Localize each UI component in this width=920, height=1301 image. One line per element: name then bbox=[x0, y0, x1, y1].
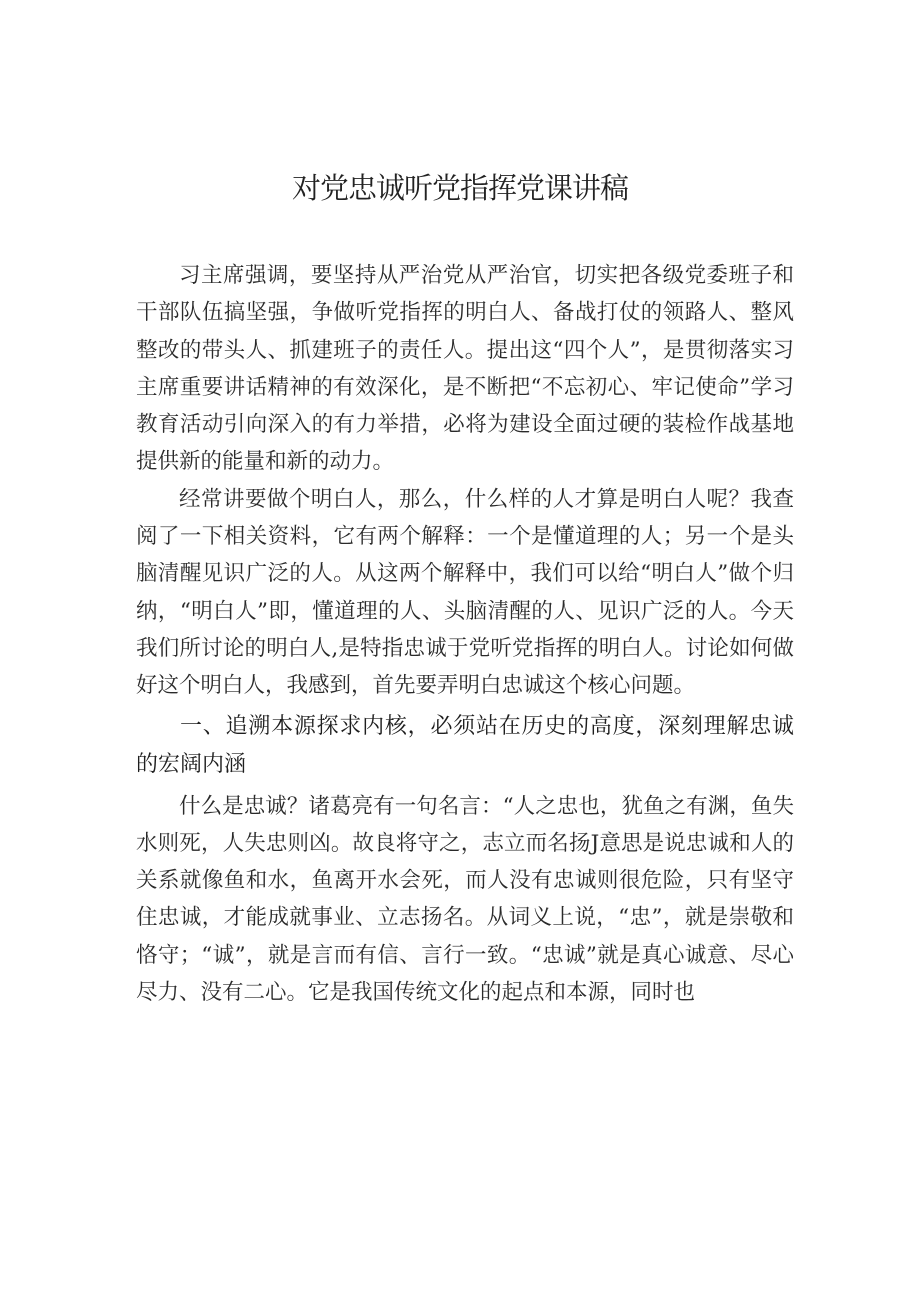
section-heading-1: 一、追溯本源探求内核，必须站在历史的高度，深刻理解忠诚的宏阔内涵 bbox=[136, 713, 794, 777]
paragraph-zhongcheng: 什么是忠诚？诸葛亮有一句名言：“人之忠也，犹鱼之有渊，鱼失水则死，人失忠则凶。故良将守之，志立而名扬J意思是说忠诚和人的关系就像鱼和水，鱼离开水会死，而人没有忠诚则很危险，只有坚守住忠诚，才能成就事业、立志扬名。从词义上说，“忠”，就是崇敬和恪守；“诚”，就是言而有信、言行一致。“忠诚”就是真心诚意、尽心尽力、没有二心。它是我国传统文化的起点和本源，同时也 bbox=[136, 793, 794, 1006]
document-title: 对党忠诚听党指挥党课讲稿 bbox=[291, 171, 628, 205]
paragraph-intro: 习主席强调，要坚持从严治党从严治官，切实把各级党委班子和干部队伍搞坚强，争做听党指挥的明白人、备战打仗的领路人、整风整改的带头人、抓建班子的责任人。提出这“四个人”，是贯彻落实习主席重要讲话精神的有效深化，是不断把“不忘初心、牢记使命”学习教育活动引向深入的有力举措，必将为建设全面过硬的装检作战基地提供新的能量和新的动力。 bbox=[136, 263, 794, 475]
paragraph-mingbairen: 经常讲要做个明白人，那么，什么样的人才算是明白人呢？我查阅了一下相关资料，它有两个解释：一个是懂道理的人；另一个是头脑清醒见识广泛的人。从这两个解释中，我们可以给“明白人”做个归纳，“明白人”即，懂道理的人、头脑清醒的人、见识广泛的人。今天我们所讨论的明白人,是特指忠诚于党听党指挥的明白人。讨论如何做好这个明白人，我感到，首先要弄明白忠诚这个核心问题。 bbox=[136, 486, 794, 699]
document-body bbox=[136, 257, 794, 1011]
